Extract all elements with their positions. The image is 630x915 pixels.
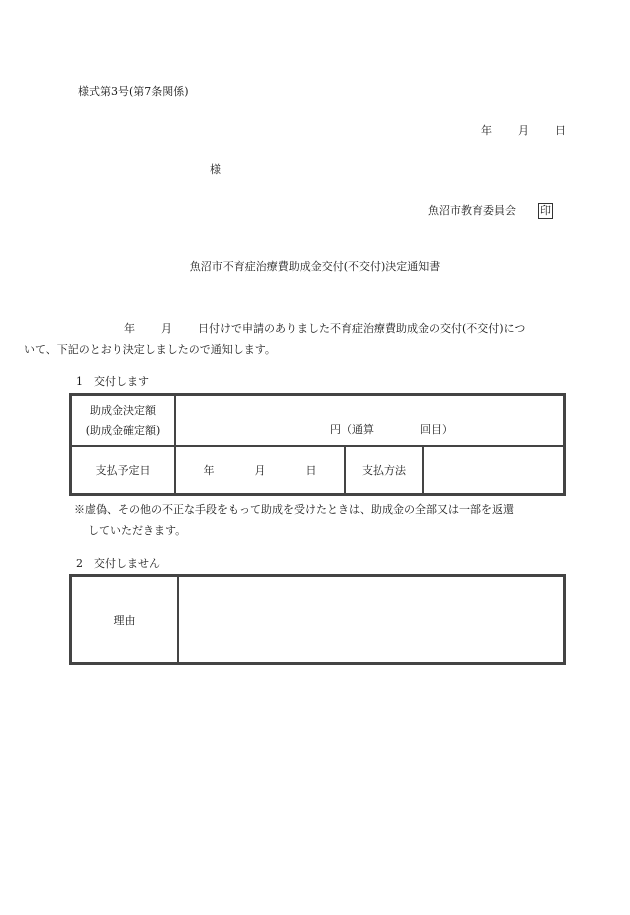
document-title: 魚沼市不育症治療費助成金交付(不交付)決定通知書 (189, 260, 441, 273)
amount-label-cell (71, 395, 175, 446)
note-line1: ※虚偽、その他の不正な手段をもって助成を受けたときは、助成金の全部又は一部を返還 (74, 503, 514, 516)
note-line2: していただきます。 (88, 524, 187, 537)
reason-table (69, 574, 566, 665)
addressee: 様 (210, 163, 221, 176)
reason-value-cell[interactable] (178, 576, 564, 663)
notice-body (24, 318, 568, 360)
method-label-cell (345, 446, 423, 494)
sched-month: 月 (254, 464, 266, 477)
body-text-line2: いて、下記のとおり決定しましたので通知します。 (24, 343, 276, 356)
reason-label-cell (71, 576, 178, 663)
schedule-date-cell[interactable] (175, 446, 345, 494)
amount-label (72, 401, 174, 441)
body-year: 年 (124, 322, 135, 335)
amount-label-line1: 助成金決定額 (90, 403, 156, 417)
method-value-cell[interactable] (423, 446, 564, 494)
schedule-label: 支払予定日 (95, 464, 151, 477)
sched-day: 日 (305, 464, 317, 477)
schedule-label-cell (71, 446, 175, 494)
date-year: 年 (481, 124, 492, 137)
issuer-name: 魚沼市教育委員会 (428, 204, 516, 217)
section-2-heading: 2 交付しません (76, 557, 160, 570)
warning-note (74, 499, 568, 541)
amount-unit: 円（通算 (330, 423, 374, 436)
sched-year: 年 (203, 464, 215, 477)
method-label: 支払方法 (362, 464, 406, 477)
seal-mark: 印 (540, 204, 551, 217)
issuer-line (428, 203, 553, 219)
amount-label-line2: (助成金確定額) (85, 423, 161, 437)
date-month: 月 (518, 124, 529, 137)
body-text-line1: 日付けで申請のありました不育症治療費助成金の交付(不交付)につ (198, 322, 526, 335)
issue-date (481, 125, 566, 136)
form-number: 様式第3号(第7条関係) (78, 85, 189, 98)
section-1-heading: 1 交付します (76, 375, 149, 388)
grant-table (69, 393, 566, 496)
times-unit: 回目） (420, 423, 453, 436)
body-month: 月 (161, 322, 172, 335)
date-day: 日 (555, 124, 566, 137)
reason-label: 理由 (113, 613, 136, 627)
amount-value-cell[interactable] (175, 395, 564, 446)
